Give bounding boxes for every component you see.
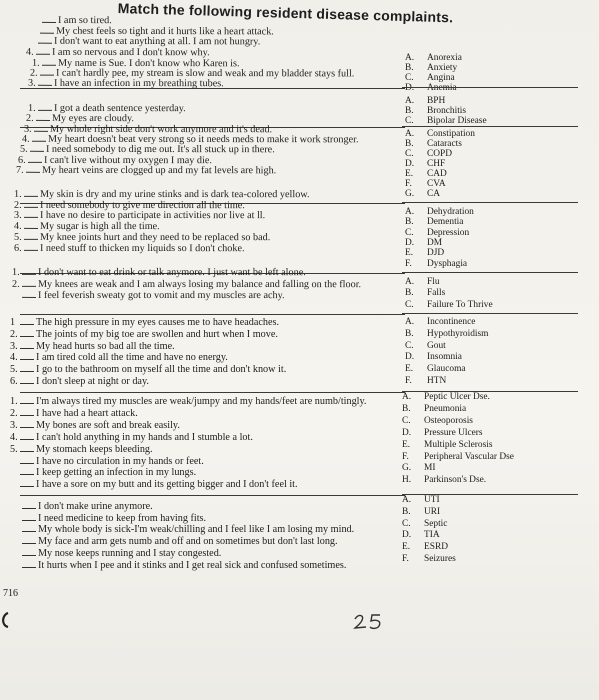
complaint-number: 5. — [9, 364, 18, 376]
option-text: Dehydration — [427, 207, 474, 217]
option-letter: D. — [402, 530, 412, 541]
answer-blank[interactable] — [22, 547, 36, 556]
option-letter: A. — [402, 392, 412, 402]
answer-blank[interactable] — [24, 188, 38, 197]
complaint-row — [10, 351, 228, 363]
answer-option — [405, 160, 445, 169]
complaint-number: 2. — [29, 67, 38, 79]
option-letter: F. — [405, 179, 412, 189]
complaint-number: 5. — [10, 443, 18, 455]
complaint-number: 3. — [10, 419, 18, 431]
option-letter: A. — [405, 96, 415, 106]
complaint-row — [10, 363, 286, 375]
complaint-row — [12, 266, 306, 278]
answer-blank[interactable] — [30, 143, 44, 152]
complaint-text: My whole right side don't work anymore and it's dead. — [49, 123, 273, 135]
complaint-row — [12, 547, 221, 559]
complaint-number: 1. — [10, 396, 18, 407]
answer-blank[interactable] — [22, 512, 36, 521]
complaint-text: My nose keeps running and I stay congested. — [38, 547, 222, 559]
option-letter: C. — [402, 415, 411, 426]
option-letter: B. — [402, 506, 411, 517]
option-letter: E. — [405, 364, 414, 375]
answer-option — [405, 84, 457, 93]
complaint-number: 3. — [23, 123, 32, 135]
option-text: CHF — [427, 159, 446, 169]
answer-blank[interactable] — [20, 407, 34, 416]
complaint-text: I'm always tired my muscles are weak/jumpy and my hands/feet are numb/tingly. — [36, 396, 367, 407]
answer-blank[interactable] — [22, 278, 36, 287]
answer-option — [405, 342, 446, 351]
answer-blank[interactable] — [20, 363, 34, 372]
answer-option — [405, 180, 446, 189]
option-text: Multiple Sclerosis — [424, 439, 493, 450]
answer-option — [402, 531, 440, 540]
option-letter: C. — [405, 299, 414, 310]
complaint-row — [12, 500, 153, 512]
option-text: Falls — [427, 288, 446, 299]
answer-blank[interactable] — [20, 395, 34, 404]
answer-blank[interactable] — [20, 443, 34, 452]
answer-option — [405, 97, 445, 106]
complaint-number: 5. — [13, 231, 22, 243]
option-letter: E. — [405, 248, 414, 259]
complaint-number: 3. — [27, 78, 36, 90]
answer-option — [405, 353, 462, 362]
option-text: CVA — [427, 179, 446, 189]
answer-blank[interactable] — [38, 102, 52, 111]
complaint-text: I am tired cold all the time and have no energy. — [35, 352, 228, 364]
complaint-row — [10, 466, 196, 478]
complaint-number: 1. — [11, 266, 20, 278]
option-text: Incontinence — [427, 317, 476, 327]
answer-option — [405, 54, 462, 63]
answer-option — [402, 417, 473, 426]
answer-option — [402, 453, 514, 462]
complaint-text: My chest feels so tight and it hurts like a heart attack. — [55, 25, 274, 37]
option-text: Septic — [424, 518, 448, 529]
complaint-number: 3. — [13, 210, 22, 222]
answer-blank[interactable] — [20, 466, 34, 475]
section-divider — [402, 202, 578, 203]
answer-blank[interactable] — [24, 231, 38, 240]
complaint-text: I don't make urine anymore. — [38, 501, 153, 512]
complaint-number: 4. — [10, 431, 18, 443]
option-text: Constipation — [427, 129, 475, 139]
binder-clip-icon — [0, 612, 10, 628]
answer-blank[interactable] — [20, 328, 34, 337]
complaint-text: I go to the bathroom on myself all the time and don't know it. — [35, 364, 287, 376]
complaint-number: 7. — [15, 164, 24, 176]
section-divider — [20, 314, 405, 315]
option-letter: E. — [402, 439, 411, 450]
option-text: DJD — [427, 248, 445, 259]
complaint-text: I am so tired. — [57, 14, 112, 27]
complaint-text: My eyes are cloudy. — [51, 113, 134, 125]
answer-blank[interactable] — [20, 375, 34, 384]
option-letter: B. — [405, 63, 414, 73]
option-letter: F. — [405, 376, 412, 386]
option-text: Failure To Thrive — [427, 299, 493, 310]
complaint-text: I have a sore on my butt and its getting bigger and I don't feel it. — [36, 479, 298, 491]
complaint-number: 1. — [27, 102, 36, 114]
option-letter: B. — [405, 139, 414, 149]
option-letter: A. — [405, 129, 415, 139]
complaint-row — [10, 340, 175, 352]
answer-option — [402, 508, 440, 517]
answer-blank[interactable] — [20, 455, 34, 464]
option-text: ESRD — [424, 542, 448, 553]
option-text: Dementia — [427, 217, 464, 228]
complaint-text: My knees are weak and I am always losing my balance and falling on the floor. — [37, 278, 362, 290]
option-letter: A. — [405, 53, 415, 63]
option-letter: C. — [405, 73, 414, 83]
answer-option — [405, 208, 474, 217]
complaint-text: My sugar is high all the time. — [39, 221, 160, 233]
answer-blank[interactable] — [22, 266, 36, 275]
complaint-row — [14, 241, 245, 253]
answer-blank[interactable] — [38, 77, 52, 86]
complaint-row — [10, 328, 278, 340]
complaint-text: My heart doesn't beat very strong so it needs meds to make it work stronger. — [47, 133, 359, 146]
answer-blank[interactable] — [42, 57, 56, 66]
complaint-row — [10, 443, 153, 455]
complaint-number: 2. — [11, 278, 20, 290]
option-text: Seizures — [424, 554, 456, 564]
complaint-row — [10, 455, 204, 467]
complaint-text: The joints of my big toe are swollen and hurt when I move. — [35, 328, 278, 340]
option-letter: E. — [402, 542, 411, 553]
answer-option — [405, 218, 463, 227]
answer-blank[interactable] — [24, 209, 38, 218]
answer-blank[interactable] — [34, 122, 48, 131]
option-letter: D. — [402, 427, 412, 438]
section-divider — [20, 392, 405, 393]
option-letter: C. — [405, 340, 414, 351]
complaint-row — [12, 535, 338, 547]
complaint-text: I can't live without my oxygen I may die. — [43, 154, 212, 166]
answer-option — [402, 405, 466, 414]
option-letter: D. — [405, 159, 415, 169]
complaint-number: 1 — [9, 316, 16, 328]
answer-option — [402, 543, 448, 552]
complaint-number: 2. — [10, 407, 18, 419]
answer-blank[interactable] — [22, 535, 36, 544]
complaint-text: My stomach keeps bleeding. — [36, 443, 153, 455]
complaint-text: My name is Sue. I don't know who Karen is. — [57, 57, 240, 70]
answer-option — [405, 278, 440, 287]
complaint-text: I have an infection in my breathing tubes. — [53, 78, 224, 90]
complaint-number: 4. — [25, 46, 34, 58]
complaint-text: My bones are soft and break easily. — [36, 419, 180, 431]
answer-option — [405, 170, 447, 179]
answer-option — [405, 249, 444, 258]
option-text: Bronchitis — [427, 106, 467, 116]
option-text: CA — [427, 189, 441, 199]
answer-blank[interactable] — [40, 67, 54, 76]
answer-option — [402, 496, 440, 505]
complaint-text: I need medicine to keep from having fits. — [38, 512, 207, 524]
complaint-number: 3. — [9, 340, 18, 352]
complaint-text: I need somebody to dig me out. It's all stuck up in there. — [45, 144, 275, 156]
complaint-text: I have no circulation in my hands or feet. — [36, 455, 204, 467]
option-text: Angina — [427, 73, 455, 83]
option-text: Hypothyroidism — [427, 328, 489, 339]
complaint-number: 4. — [9, 352, 18, 364]
answer-blank[interactable] — [20, 316, 34, 325]
complaint-text: I need somebody to give me direction all the time. — [39, 199, 245, 211]
complaint-text: My heart veins are clogged up and my fat levels are high. — [41, 164, 277, 177]
complaint-number: 2. — [13, 199, 22, 211]
answer-option — [405, 260, 467, 269]
option-letter: B. — [405, 106, 414, 116]
complaint-number: 4. — [13, 221, 22, 233]
answer-option — [405, 330, 488, 339]
answer-blank[interactable] — [26, 164, 40, 173]
complaint-text: I don't want to eat anything at all. I am not hungry. — [53, 35, 261, 48]
option-letter: D. — [405, 352, 415, 363]
answer-option — [402, 555, 456, 564]
option-text: MI — [424, 463, 436, 474]
answer-option — [405, 130, 475, 139]
answer-blank[interactable] — [22, 523, 36, 532]
complaint-text: I can't hardly pee, my stream is slow and weak and my bladder stays full. — [55, 67, 355, 80]
option-text: Pressure Ulcers — [424, 427, 483, 438]
option-text: DM — [427, 237, 443, 248]
option-letter: C. — [405, 116, 414, 126]
answer-option — [402, 476, 486, 485]
option-letter: B. — [405, 328, 414, 339]
complaint-number: 4. — [21, 133, 30, 145]
answer-option — [405, 229, 469, 238]
option-text: COPD — [427, 149, 453, 159]
complaint-text: I have had a heart attack. — [36, 407, 138, 419]
complaint-text: My face and arm gets numb and off and on sometimes but don't last long. — [38, 536, 338, 548]
complaint-number: 2. — [9, 328, 18, 340]
option-letter: H. — [402, 475, 412, 486]
complaint-text: I need stuff to thicken my liquids so I don't choke. — [39, 242, 245, 254]
complaint-text: My whole body is sick-I'm weak/chilling and I feel like I am losing my mind. — [38, 524, 355, 536]
section-divider — [402, 126, 578, 127]
option-letter: C. — [405, 149, 414, 159]
answer-option — [402, 520, 447, 529]
answer-option — [405, 150, 452, 159]
option-text: TIA — [424, 530, 440, 541]
answer-option — [405, 140, 462, 149]
complaint-row — [12, 512, 206, 524]
option-text: Anxiety — [427, 63, 458, 73]
option-text: UTI — [424, 495, 440, 505]
answer-blank[interactable] — [36, 45, 50, 54]
complaint-row — [10, 395, 366, 407]
option-letter: B. — [402, 403, 411, 414]
complaint-text: I feel feverish sweaty got to vomit and my muscles are achy. — [37, 290, 285, 302]
complaint-text: My head hurts so bad all the time. — [35, 340, 175, 352]
complaint-text: I can't hold anything in my hands and I stumble a lot. — [36, 431, 253, 443]
answer-option — [402, 441, 493, 450]
complaint-text: My skin is dry and my urine stinks and is dark tea-colored yellow. — [39, 188, 310, 201]
option-letter: G. — [405, 189, 415, 199]
option-text: Dysphagia — [427, 258, 468, 269]
answer-option — [405, 289, 445, 298]
complaint-text: I don't want to eat drink or talk anymore. I just want be left alone. — [37, 266, 306, 279]
option-text: Cataracts — [427, 139, 462, 149]
answer-option — [405, 74, 455, 83]
option-letter: F. — [402, 451, 409, 462]
answer-blank[interactable] — [24, 199, 38, 208]
option-text: Glaucoma — [427, 364, 466, 375]
complaint-number: 1. — [13, 188, 22, 200]
option-letter: A. — [405, 277, 415, 287]
option-text: Peripheral Vascular Dse — [424, 451, 514, 462]
answer-option — [405, 117, 487, 126]
option-text: Flu — [427, 277, 440, 287]
answer-option — [405, 301, 493, 310]
answer-blank[interactable] — [20, 419, 34, 428]
option-text: URI — [424, 506, 441, 517]
option-text: Anemia — [427, 83, 457, 93]
answer-blank[interactable] — [22, 500, 36, 509]
option-text: Parkinson's Dse. — [424, 475, 487, 486]
option-letter: A. — [405, 207, 415, 217]
complaint-row — [10, 419, 180, 431]
answer-blank[interactable] — [28, 153, 42, 162]
complaint-text: I am so nervous and I don't know why. — [51, 46, 210, 58]
section-divider — [20, 495, 405, 496]
answer-option — [405, 190, 440, 199]
complaint-number: 6. — [17, 154, 26, 166]
option-letter: C. — [405, 227, 414, 238]
option-text: Pneumonia — [424, 403, 467, 414]
complaint-number: 1. — [31, 57, 40, 69]
complaint-number: 6. — [9, 375, 18, 387]
option-letter: E. — [405, 169, 414, 179]
answer-blank[interactable] — [22, 559, 36, 568]
complaint-row — [10, 431, 253, 443]
option-text: Osteoporosis — [424, 415, 473, 426]
option-letter: A. — [405, 317, 415, 327]
answer-blank[interactable] — [40, 24, 54, 33]
section-divider — [402, 87, 578, 88]
answer-blank[interactable] — [24, 241, 38, 250]
worksheet-title: Match the following resident disease complaints. — [117, 0, 454, 26]
answer-blank[interactable] — [22, 289, 36, 298]
answer-option — [405, 239, 442, 248]
complaint-number: 5. — [19, 143, 28, 155]
answer-blank[interactable] — [20, 351, 34, 360]
option-letter: A. — [402, 495, 412, 505]
answer-option — [402, 464, 435, 473]
option-letter: F. — [405, 258, 412, 269]
option-text: Peptic Ulcer Dse. — [424, 392, 490, 402]
answer-option — [405, 64, 457, 73]
complaint-text: I have no desire to participate in activities nor live at ll. — [39, 210, 266, 222]
complaint-number: 2. — [25, 113, 34, 125]
complaint-number: 6. — [13, 242, 22, 254]
option-text: CAD — [427, 169, 447, 179]
complaint-row — [16, 164, 276, 177]
answer-blank[interactable] — [20, 340, 34, 349]
option-letter: B. — [405, 288, 414, 299]
answer-blank[interactable] — [38, 35, 52, 44]
option-letter: C. — [402, 518, 411, 529]
complaint-row — [12, 289, 285, 301]
complaint-row — [12, 559, 346, 571]
option-text: Bipolar Disease — [427, 116, 487, 126]
answer-option — [402, 429, 483, 438]
option-letter: B. — [405, 217, 414, 228]
answer-blank[interactable] — [20, 431, 34, 440]
complaint-row — [10, 375, 149, 387]
answer-option — [405, 377, 446, 386]
section-divider — [402, 272, 578, 273]
page-number: 716 — [3, 588, 18, 599]
answer-blank[interactable] — [32, 133, 46, 142]
option-letter: G. — [402, 463, 412, 474]
section-divider — [402, 313, 578, 314]
answer-blank[interactable] — [20, 478, 34, 487]
answer-option — [402, 393, 490, 402]
complaint-row — [12, 523, 354, 535]
answer-option — [405, 107, 466, 116]
handwritten-score-mark — [352, 612, 392, 632]
complaint-row — [10, 316, 279, 328]
answer-blank[interactable] — [24, 220, 38, 229]
option-text: Insomnia — [427, 352, 462, 363]
answer-option — [405, 365, 466, 374]
option-text: BPH — [427, 96, 446, 106]
option-text: Gout — [427, 340, 446, 351]
complaint-text: It hurts when I pee and it stinks and I get real sick and confused sometimes. — [38, 559, 347, 571]
answer-option — [405, 318, 475, 327]
complaint-text: I don't sleep at night or day. — [35, 375, 149, 388]
complaint-text: My knee joints hurt and they need to be replaced so bad. — [39, 231, 271, 243]
complaint-row — [10, 478, 298, 490]
option-text: Anorexia — [427, 53, 462, 63]
complaint-text: The high pressure in my eyes causes me to have headaches. — [35, 316, 280, 329]
complaint-text: I got a death sentence yesterday. — [53, 102, 186, 115]
option-letter: D. — [405, 83, 415, 93]
complaint-row — [28, 77, 224, 90]
complaint-row — [10, 407, 138, 419]
complaint-text: I keep getting an infection in my lungs. — [36, 467, 197, 479]
option-letter: F. — [402, 554, 409, 564]
option-text: HTN — [427, 376, 447, 386]
option-letter: D. — [405, 237, 415, 248]
answer-blank[interactable] — [36, 112, 50, 121]
answer-blank[interactable] — [42, 14, 56, 23]
option-text: Depression — [427, 227, 470, 238]
